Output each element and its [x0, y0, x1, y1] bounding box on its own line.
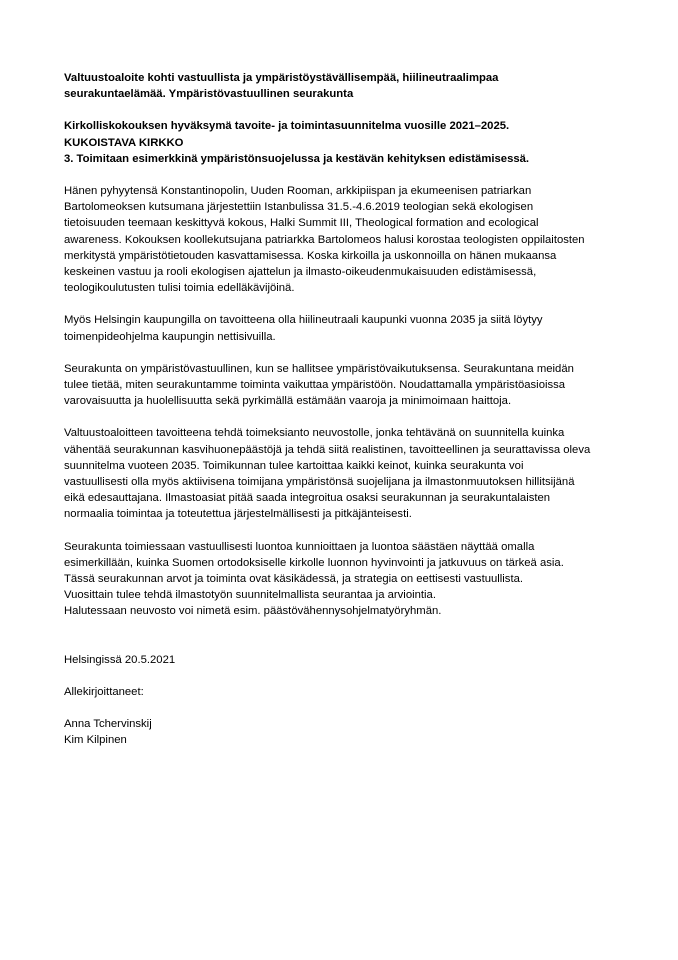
paragraph-example: [64, 539, 624, 620]
paragraph-line: suunnitelma vuoteen 2035. Toimikunnan tulee kartoittaa kaikki keinot, kuinka seurakunta voi: [64, 459, 524, 472]
spacer: [64, 102, 624, 118]
spacer: [64, 523, 624, 539]
paragraph-line: Seurakunta on ympäristövastuullinen, kun se hallitsee ympäristövaikutuksensa. Seurakuntana meidän: [64, 362, 574, 375]
paragraph-helsinki: [64, 312, 624, 344]
paragraph-line: teologikoulutusten tulisi toimia edelläkävijöinä.: [64, 282, 295, 295]
signatories-label: [64, 684, 624, 700]
paragraph-line: toimenpideohjelma kaupungin nettisivuilla.: [64, 330, 276, 343]
paragraph-line: tulee tietää, miten seurakuntamme toiminta vaikuttaa ympäristöön. Noudattamalla ympäristöasioissa: [64, 379, 566, 392]
paragraph-line: merkitystä ympäristötietouden kasvattamisessa. Koska kirkoilla ja uskonnoilla on hänen mukaansa: [64, 249, 557, 262]
place-date-text: Helsingissä 20.5.2021: [64, 653, 176, 666]
signatories-list: [64, 716, 624, 748]
subtitle-line: 3. Toimitaan esimerkkinä ympäristönsuojelussa ja kestävän kehityksen edistämisessä.: [64, 152, 530, 165]
spacer: [64, 345, 624, 361]
paragraph-line: Vuosittain tulee tehdä ilmastotyön suunnitelmallista seurantaa ja arviointia.: [64, 589, 436, 602]
paragraph-line: Halutessaan neuvosto voi nimetä esim. päästövähennysohjelmatyöryhmän.: [64, 605, 442, 618]
signatory-name: Anna Tchervinskij: [64, 718, 152, 731]
paragraph-line: vastuullisesti olla myös aktiivisena toimijana ympäristönsä suojelijana ja ilmastonmuutoksen hillitsijänä: [64, 476, 575, 489]
paragraph-line: Tässä seurakunnan arvot ja toiminta ovat käsikädessä, ja strategia on eettisesti vastuullista.: [64, 573, 524, 586]
subtitle-line: KUKOISTAVA KIRKKO: [64, 136, 184, 149]
place-date: [64, 652, 624, 668]
signatory-name: Kim Kilpinen: [64, 734, 127, 747]
paragraph-line: eikä edesauttajana. Ilmastoasiat pitää saada integroitua osaksi seurakunnan ja seurakuntalaisten: [64, 492, 551, 505]
spacer: [64, 700, 624, 716]
paragraph-line: tietoisuuden teemaan keskittyvä kokous, Halki Summit III, Theological formation and ecological: [64, 217, 539, 230]
signatories-label-text: Allekirjoittaneet:: [64, 685, 144, 698]
title-line: seurakuntaelämää. Ympäristövastuullinen seurakunta: [64, 88, 354, 101]
spacer: [64, 409, 624, 425]
paragraph-halki-summit: [64, 183, 624, 296]
document-body: [64, 70, 624, 749]
paragraph-line: Valtuustoaloitteen tavoitteena tehdä toimeksianto neuvostolle, jonka tehtävänä on suunnitella kuinka: [64, 427, 565, 440]
title-line: Valtuustoaloite kohti vastuullista ja ympäristöystävällisempää, hiilineutraalimpaa: [64, 72, 499, 84]
paragraph-line: Bartolomeoksen kutsumana järjestettiin Istanbulissa 31.5.-4.6.2019 teologian sekä ekologisen: [64, 201, 534, 214]
paragraph-line: keskeinen vastuu ja rooli ekologisen ajattelun ja ilmasto-oikeudenmukaisuuden edistämisessä,: [64, 266, 537, 279]
spacer: [64, 167, 624, 183]
paragraph-line: awareness. Kokouksen koollekutsujana patriarkka Bartolomeos halusi korostaa teologisten oppilaitosten: [64, 233, 585, 246]
paragraph-line: vähentää seurakunnan kasvihuonepäästöjä ja tehdä siitä realistinen, tavoitteellinen ja seurattavissa oleva: [64, 443, 591, 456]
paragraph-line: esimerkillään, kuinka Suomen ortodoksiselle kirkolle luonnon hyvinvointi ja jatkuvuus on tärkeä asia.: [64, 556, 564, 569]
paragraph-environmental-responsibility: [64, 361, 624, 410]
spacer: [64, 668, 624, 684]
paragraph-line: Hänen pyhyytensä Konstantinopolin, Uuden Rooman, arkkipiispan ja ekumeenisen patriarkan: [64, 185, 532, 198]
subtitle-line: Kirkolliskokouksen hyväksymä tavoite- ja toimintasuunnitelma vuosille 2021–2025.: [64, 120, 510, 133]
paragraph-line: normaalia toimintaa ja toteutettua järjestelmällisesti ja pitkäjänteisesti.: [64, 508, 412, 521]
paragraph-initiative-goal: [64, 425, 624, 522]
document-subtitle: [64, 118, 624, 167]
paragraph-line: Seurakunta toimiessaan vastuullisesti luontoa kunnioittaen ja luontoa säästäen näyttää omalla: [64, 540, 535, 553]
spacer: [64, 636, 624, 652]
spacer: [64, 296, 624, 312]
paragraph-line: varovaisuutta ja huolellisuutta sekä pyrkimällä estämään vaaroja ja minimoimaan haittoja.: [64, 395, 512, 408]
paragraph-line: Myös Helsingin kaupungilla on tavoitteena olla hiilineutraali kaupunki vuonna 2035 ja siitä löytyy: [64, 314, 543, 327]
document-title: [64, 70, 624, 102]
spacer: [64, 620, 624, 636]
